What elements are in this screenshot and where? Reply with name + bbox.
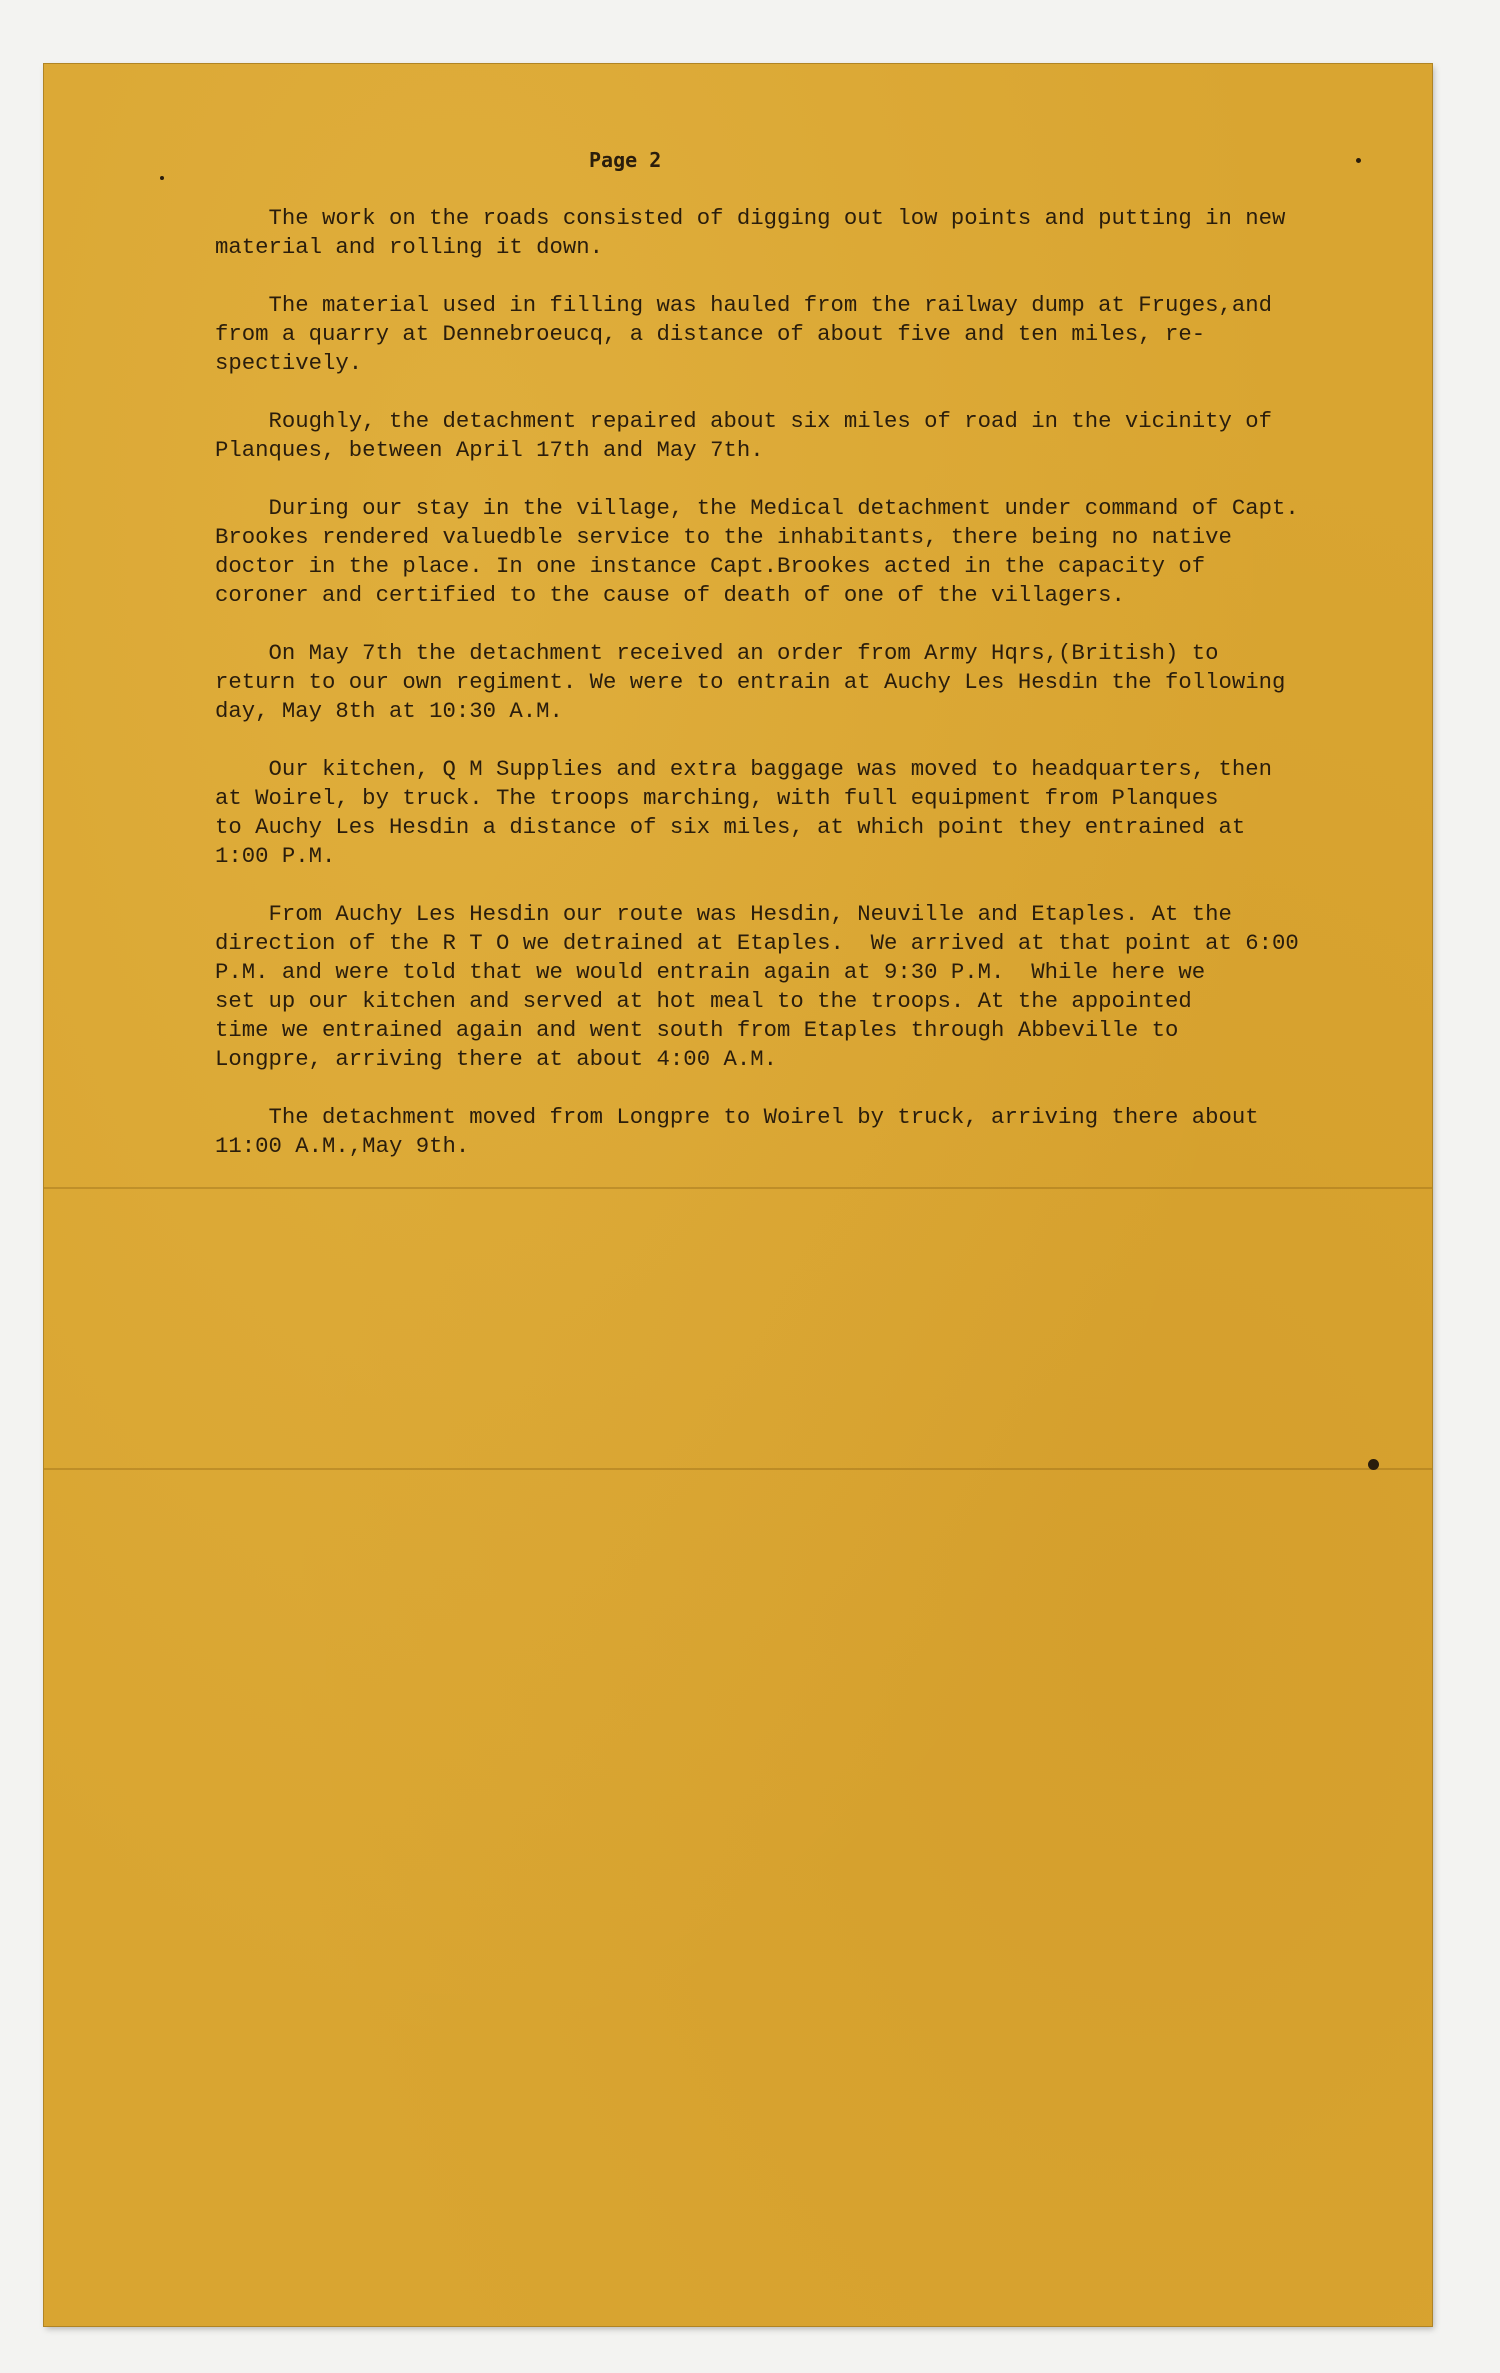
document-page — [44, 64, 1432, 2326]
paragraph — [215, 755, 1395, 871]
ink-speck — [160, 176, 164, 180]
page-number-label: Page 2 — [589, 148, 662, 172]
text-line: direction of the R T O we detrained at Etaples. We arrived at that point at 6:00 — [215, 930, 1299, 956]
paragraph — [215, 639, 1395, 726]
text-line: to Auchy Les Hesdin a distance of six miles, at which point they entrained at — [215, 814, 1246, 840]
text-line: Our kitchen, Q M Supplies and extra baggage was moved to headquarters, then — [215, 756, 1273, 782]
paragraph — [215, 1103, 1395, 1161]
text-line: return to our own regiment. We were to entrain at Auchy Les Hesdin the following — [215, 669, 1286, 695]
paragraph — [215, 204, 1395, 262]
text-line: spectively. — [215, 350, 363, 376]
ink-speck — [1356, 158, 1361, 163]
text-line: coroner and certified to the cause of death of one of the villagers. — [215, 582, 1125, 608]
text-line: set up our kitchen and served at hot meal to the troops. At the appointed — [215, 988, 1192, 1014]
text-line: at Woirel, by truck. The troops marching, with full equipment from Planques — [215, 785, 1219, 811]
paper-fold-line — [44, 1468, 1432, 1470]
text-line: From Auchy Les Hesdin our route was Hesdin, Neuville and Etaples. At the — [215, 901, 1232, 927]
text-line: During our stay in the village, the Medical detachment under command of Capt. — [215, 495, 1299, 521]
text-line: Planques, between April 17th and May 7th. — [215, 437, 764, 463]
text-line: The work on the roads consisted of digging out low points and putting in new — [215, 205, 1286, 231]
text-line: 1:00 P.M. — [215, 843, 336, 869]
text-line: day, May 8th at 10:30 A.M. — [215, 698, 563, 724]
text-line: Roughly, the detachment repaired about six miles of road in the vicinity of — [215, 408, 1273, 434]
text-line: Brookes rendered valuedble service to the inhabitants, there being no native — [215, 524, 1232, 550]
text-line: 11:00 A.M.,May 9th. — [215, 1133, 470, 1159]
paragraph — [215, 900, 1395, 1074]
paragraph — [215, 494, 1395, 610]
paragraph — [215, 407, 1395, 465]
text-line: doctor in the place. In one instance Capt.Brookes acted in the capacity of — [215, 553, 1206, 579]
typed-body — [215, 204, 1395, 1190]
text-line: from a quarry at Dennebroeucq, a distance of about five and ten miles, re- — [215, 321, 1206, 347]
paragraph — [215, 291, 1395, 378]
text-line: On May 7th the detachment received an order from Army Hqrs,(British) to — [215, 640, 1219, 666]
text-line: P.M. and were told that we would entrain again at 9:30 P.M. While here we — [215, 959, 1206, 985]
text-line: time we entrained again and went south from Etaples through Abbeville to — [215, 1017, 1179, 1043]
text-line: The material used in filling was hauled from the railway dump at Fruges,and — [215, 292, 1273, 318]
text-line: Longpre, arriving there at about 4:00 A.M. — [215, 1046, 777, 1072]
text-line: The detachment moved from Longpre to Woirel by truck, arriving there about — [215, 1104, 1259, 1130]
text-line: material and rolling it down. — [215, 234, 604, 260]
ink-speck — [1368, 1459, 1379, 1470]
